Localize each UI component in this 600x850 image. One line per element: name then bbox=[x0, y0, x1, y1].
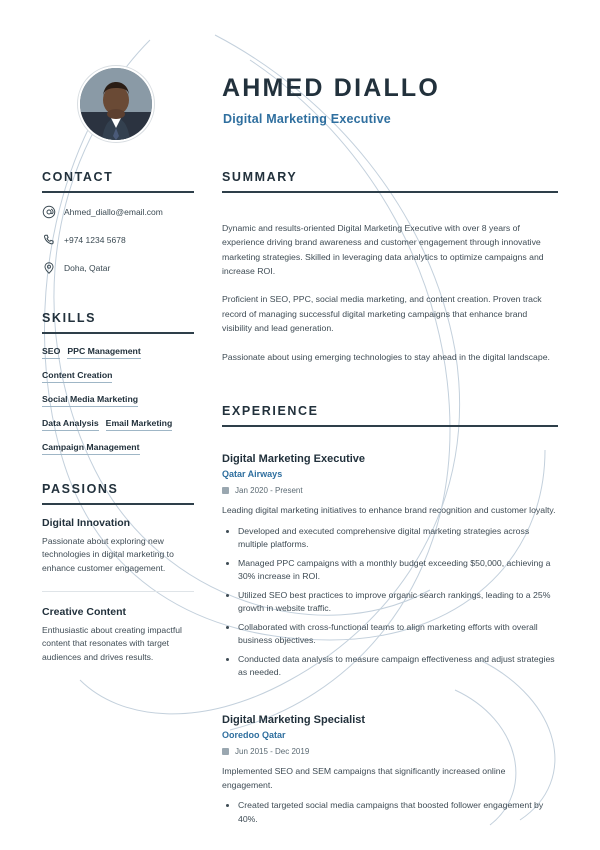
page-title: AHMED DIALLO bbox=[222, 74, 441, 102]
passion-item bbox=[42, 606, 194, 664]
bullet-item: • Developed and executed comprehensive digital marketing strategies across multiple platforms. bbox=[238, 525, 558, 552]
skill-item: SEO bbox=[42, 346, 60, 359]
left-column bbox=[42, 170, 194, 680]
passion-text: Passionate about exploring new technologies in digital marketing to enhance customer engagement. bbox=[42, 536, 174, 573]
skill-row bbox=[42, 370, 194, 383]
skill-row bbox=[42, 394, 194, 407]
skill-row bbox=[42, 418, 194, 431]
passion-text: Enthusiastic about creating impactful content that resonates with target audiences and drives results. bbox=[42, 624, 182, 662]
experience-company: Qatar Airways bbox=[222, 468, 283, 479]
skill-row bbox=[42, 346, 194, 359]
experience-description: Leading digital marketing initiatives to enhance brand recognition and customer loyalty. bbox=[222, 504, 556, 515]
summary-section bbox=[222, 170, 558, 364]
passion-title: Digital Innovation bbox=[42, 517, 131, 529]
summary-heading: SUMMARY bbox=[222, 170, 298, 184]
experience-role: Digital Marketing Specialist bbox=[222, 713, 366, 726]
passions-divider bbox=[42, 503, 194, 505]
experience-date bbox=[222, 486, 558, 495]
skill-item: PPC Management bbox=[67, 346, 140, 359]
bullet-item: • Managed PPC campaigns with a monthly budget exceeding $50,000, achieving a 30% increase in ROI. bbox=[238, 557, 558, 584]
experience-date bbox=[222, 747, 558, 756]
job-title: Digital Marketing Executive bbox=[223, 112, 391, 126]
contact-divider bbox=[42, 191, 194, 193]
experience-company: Ooredoo Qatar bbox=[222, 729, 286, 740]
contact-heading: CONTACT bbox=[42, 170, 114, 184]
experience-description: Implemented SEO and SEM campaigns that significantly increased online engagement. bbox=[222, 765, 506, 790]
experience-heading: EXPERIENCE bbox=[222, 403, 319, 418]
passions-section bbox=[42, 482, 194, 664]
experience-date-value: Jan 2020 - Present bbox=[235, 485, 303, 495]
passion-title: Creative Content bbox=[42, 605, 127, 618]
summary-paragraph: Proficient in SEO, PPC, social media marketing, and content creation. Proven track record of managing successful digital marketing campaigns that enhance brand visibility and lead generation. bbox=[222, 294, 542, 334]
experience-divider bbox=[222, 425, 558, 427]
phone-icon bbox=[42, 233, 56, 247]
email-icon bbox=[42, 205, 56, 219]
summary-paragraph: Passionate about using emerging technologies to stay ahead in the digital landscape. bbox=[222, 351, 550, 362]
location-icon bbox=[42, 261, 56, 275]
skill-item: Data Analysis bbox=[42, 418, 99, 431]
bullet-item: • Conducted data analysis to measure campaign effectiveness and adjust strategies as needed. bbox=[238, 653, 558, 680]
contact-email-value: Ahmed_diallo@email.com bbox=[64, 207, 163, 217]
experience-item bbox=[222, 453, 558, 680]
experience-bullets bbox=[222, 799, 558, 826]
contact-phone-value: +974 1234 5678 bbox=[64, 235, 126, 245]
experience-bullets bbox=[222, 525, 558, 680]
summary-paragraph: Dynamic and results-oriented Digital Marketing Executive with over 8 years of experience driving brand awareness and customer engagement through innovative marketing strategies. Skilled in leveraging data analytics to optimize campaigns and increase ROI. bbox=[222, 223, 544, 277]
summary-divider bbox=[222, 191, 558, 193]
skill-row bbox=[42, 442, 194, 455]
experience-role: Digital Marketing Executive bbox=[222, 452, 366, 465]
experience-section bbox=[222, 404, 558, 827]
skill-item: Content Creation bbox=[42, 370, 112, 383]
skill-item: Social Media Marketing bbox=[42, 394, 138, 407]
resume-header bbox=[0, 0, 600, 160]
avatar bbox=[78, 66, 154, 142]
bullet-item: • Utilized SEO best practices to improve organic search rankings, leading to a 25% growth in website traffic. bbox=[238, 589, 558, 616]
passion-separator bbox=[42, 591, 194, 592]
right-column bbox=[222, 170, 558, 842]
passion-item bbox=[42, 517, 194, 575]
skills-divider bbox=[42, 332, 194, 334]
calendar-icon bbox=[222, 487, 229, 494]
calendar-icon bbox=[222, 748, 229, 755]
bullet-item: • Collaborated with cross-functional teams to align marketing efforts with overall business objectives. bbox=[238, 621, 558, 648]
experience-date-value: Jun 2015 - Dec 2019 bbox=[235, 746, 310, 756]
skill-item: Campaign Management bbox=[42, 442, 140, 455]
contact-location-value: Doha, Qatar bbox=[64, 263, 111, 273]
bullet-item: • Created targeted social media campaigns that boosted follower engagement by 40%. bbox=[238, 799, 558, 826]
contact-item-location bbox=[42, 261, 194, 275]
skill-item: Email Marketing bbox=[106, 418, 173, 431]
skills-section bbox=[42, 311, 194, 455]
contact-item-phone bbox=[42, 233, 194, 247]
contact-section bbox=[42, 170, 194, 275]
experience-item bbox=[222, 714, 558, 827]
passions-heading: PASSIONS bbox=[42, 482, 119, 496]
contact-item-email bbox=[42, 205, 194, 219]
skills-heading: SKILLS bbox=[42, 311, 97, 325]
